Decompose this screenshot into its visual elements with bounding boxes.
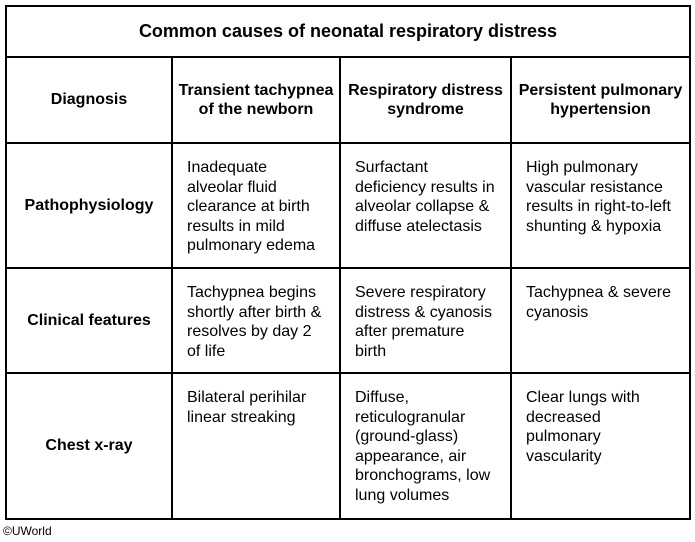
header-ttn: Transient tachypnea of the newborn <box>172 57 340 143</box>
table-title: Common causes of neonatal respiratory distress <box>6 6 690 57</box>
header-pph: Persistent pulmonary hypertension <box>511 57 690 143</box>
table-row-pathophysiology <box>6 143 690 268</box>
cell-pathophysiology-ttn: Inadequate alveolar fluid clearance at birth results in mild pulmonary edema <box>172 143 340 268</box>
header-rds: Respiratory distress syndrome <box>340 57 511 143</box>
row-label-chest-xray: Chest x-ray <box>6 373 172 519</box>
header-diagnosis: Diagnosis <box>6 57 172 143</box>
cell-clinical-rds: Severe respiratory distress & cyanosis after premature birth <box>340 268 511 373</box>
cell-clinical-pph: Tachypnea & severe cyanosis <box>511 268 690 373</box>
cell-pathophysiology-pph: High pulmonary vascular resistance results in right-to-left shunting & hypoxia <box>511 143 690 268</box>
cell-xray-rds: Diffuse, reticulogranular (ground-glass) appearance, air bronchograms, low lung volumes <box>340 373 511 519</box>
table-row-chest-xray <box>6 373 690 519</box>
causes-table-container <box>5 5 689 520</box>
row-label-pathophysiology: Pathophysiology <box>6 143 172 268</box>
causes-table <box>5 5 691 520</box>
cell-xray-pph: Clear lungs with decreased pulmonary vascularity <box>511 373 690 519</box>
cell-pathophysiology-rds: Surfactant deficiency results in alveolar collapse & diffuse atelectasis <box>340 143 511 268</box>
row-label-clinical-features: Clinical features <box>6 268 172 373</box>
cell-xray-ttn: Bilateral perihilar linear streaking <box>172 373 340 519</box>
table-row-clinical-features <box>6 268 690 373</box>
cell-clinical-ttn: Tachypnea begins shortly after birth & resolves by day 2 of life <box>172 268 340 373</box>
header-row <box>6 57 690 143</box>
title-row <box>6 6 690 57</box>
copyright-notice: ©UWorld <box>3 524 52 538</box>
